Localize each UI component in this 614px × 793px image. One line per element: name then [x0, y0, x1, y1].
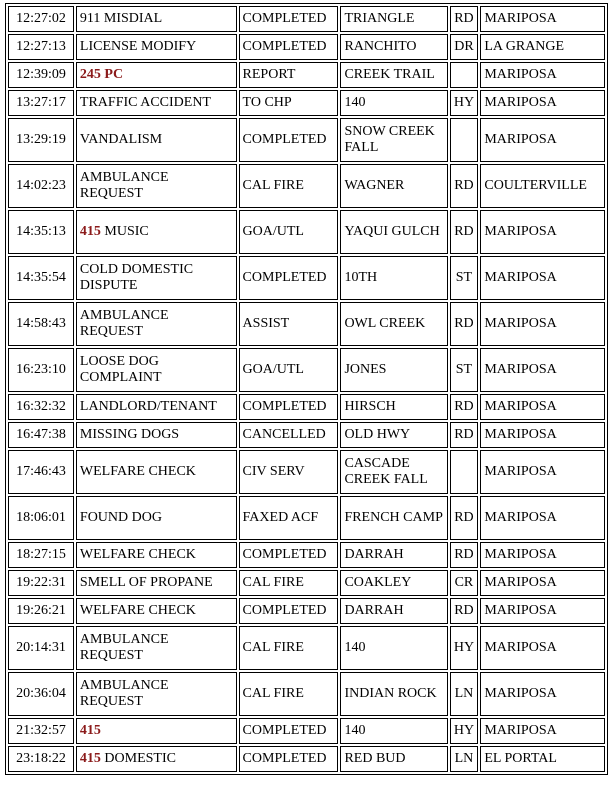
incident-cell	[76, 542, 237, 568]
table-row	[8, 626, 605, 670]
city-cell: MARIPOSA	[480, 422, 605, 448]
disposition-cell: REPORT	[239, 62, 339, 88]
street-suffix-cell	[450, 118, 479, 162]
city-cell: MARIPOSA	[480, 718, 605, 744]
incident-cell	[76, 672, 237, 716]
disposition-cell: CIV SERV	[239, 450, 339, 494]
table-row	[8, 672, 605, 716]
city-cell: MARIPOSA	[480, 118, 605, 162]
street-suffix-cell: DR	[450, 34, 479, 60]
time-cell: 14:35:54	[8, 256, 74, 300]
time-cell: 19:22:31	[8, 570, 74, 596]
incident-cell	[76, 302, 237, 346]
street-suffix-cell: LN	[450, 672, 479, 716]
table-row	[8, 62, 605, 88]
city-cell: MARIPOSA	[480, 570, 605, 596]
incident-cell	[76, 496, 237, 540]
incident-type: LOOSE DOG COMPLAINT	[79, 354, 162, 385]
city-cell: MARIPOSA	[480, 256, 605, 300]
table-row	[8, 718, 605, 744]
incident-type: COLD DOMESTIC DISPUTE	[79, 262, 194, 293]
street-cell: RED BUD	[340, 746, 447, 772]
table-row	[8, 256, 605, 300]
street-cell: DARRAH	[340, 598, 447, 624]
street-cell: FRENCH CAMP	[340, 496, 447, 540]
incident-code: 415	[79, 751, 101, 766]
time-cell: 16:23:10	[8, 348, 74, 392]
street-suffix-cell: HY	[450, 626, 479, 670]
disposition-cell: COMPLETED	[239, 394, 339, 420]
time-cell: 16:32:32	[8, 394, 74, 420]
street-cell: TRIANGLE	[340, 6, 447, 32]
incident-type: DOMESTIC	[104, 751, 176, 766]
disposition-cell: CANCELLED	[239, 422, 339, 448]
street-cell: COAKLEY	[340, 570, 447, 596]
city-cell: MARIPOSA	[480, 626, 605, 670]
table-row	[8, 90, 605, 116]
street-suffix-cell: RD	[450, 164, 479, 208]
street-suffix-cell: RD	[450, 542, 479, 568]
incident-type: LICENSE MODIFY	[79, 39, 197, 54]
street-suffix-cell: HY	[450, 90, 479, 116]
incident-type: MUSIC	[104, 224, 149, 239]
incident-cell	[76, 598, 237, 624]
time-cell: 18:06:01	[8, 496, 74, 540]
time-cell: 14:02:23	[8, 164, 74, 208]
disposition-cell: COMPLETED	[239, 542, 339, 568]
incident-code: 415	[79, 723, 101, 738]
city-cell: MARIPOSA	[480, 348, 605, 392]
table-row	[8, 34, 605, 60]
incident-log-body	[8, 6, 605, 772]
street-cell: WAGNER	[340, 164, 447, 208]
street-cell: OWL CREEK	[340, 302, 447, 346]
city-cell: MARIPOSA	[480, 542, 605, 568]
disposition-cell: COMPLETED	[239, 256, 339, 300]
incident-cell	[76, 90, 237, 116]
disposition-cell: CAL FIRE	[239, 672, 339, 716]
time-cell: 14:35:13	[8, 210, 74, 254]
street-cell: 140	[340, 90, 447, 116]
time-cell: 17:46:43	[8, 450, 74, 494]
city-cell: MARIPOSA	[480, 302, 605, 346]
incident-cell	[76, 164, 237, 208]
street-suffix-cell: RD	[450, 422, 479, 448]
time-cell: 12:39:09	[8, 62, 74, 88]
disposition-cell: CAL FIRE	[239, 164, 339, 208]
city-cell: LA GRANGE	[480, 34, 605, 60]
incident-cell	[76, 6, 237, 32]
street-suffix-cell: RD	[450, 302, 479, 346]
incident-cell	[76, 62, 237, 88]
disposition-cell: FAXED ACF	[239, 496, 339, 540]
disposition-cell: COMPLETED	[239, 34, 339, 60]
street-suffix-cell: HY	[450, 718, 479, 744]
incident-cell	[76, 210, 237, 254]
table-row	[8, 6, 605, 32]
incident-type: AMBULANCE REQUEST	[79, 632, 169, 663]
incident-cell	[76, 626, 237, 670]
incident-type: MISSING DOGS	[79, 427, 180, 442]
incident-cell	[76, 348, 237, 392]
incident-code: 245 PC	[79, 67, 124, 82]
incident-type: AMBULANCE REQUEST	[79, 170, 169, 201]
incident-type: WELFARE CHECK	[79, 547, 196, 562]
incident-type: AMBULANCE REQUEST	[79, 678, 169, 709]
incident-cell	[76, 394, 237, 420]
incident-type: LANDLORD/TENANT	[79, 399, 217, 414]
city-cell: EL PORTAL	[480, 746, 605, 772]
time-cell: 21:32:57	[8, 718, 74, 744]
disposition-cell: GOA/UTL	[239, 348, 339, 392]
street-suffix-cell	[450, 62, 479, 88]
street-cell: JONES	[340, 348, 447, 392]
street-suffix-cell: ST	[450, 256, 479, 300]
table-row	[8, 164, 605, 208]
table-row	[8, 394, 605, 420]
incident-type: AMBULANCE REQUEST	[79, 308, 169, 339]
street-cell: YAQUI GULCH	[340, 210, 447, 254]
incident-cell	[76, 34, 237, 60]
table-row	[8, 450, 605, 494]
city-cell: MARIPOSA	[480, 450, 605, 494]
street-cell: 140	[340, 718, 447, 744]
disposition-cell: CAL FIRE	[239, 570, 339, 596]
incident-cell	[76, 718, 237, 744]
city-cell: MARIPOSA	[480, 672, 605, 716]
incident-cell	[76, 450, 237, 494]
street-cell: INDIAN ROCK	[340, 672, 447, 716]
time-cell: 12:27:02	[8, 6, 74, 32]
time-cell: 20:14:31	[8, 626, 74, 670]
disposition-cell: ASSIST	[239, 302, 339, 346]
incident-cell	[76, 422, 237, 448]
incident-cell	[76, 570, 237, 596]
table-row	[8, 570, 605, 596]
disposition-cell: GOA/UTL	[239, 210, 339, 254]
disposition-cell: COMPLETED	[239, 746, 339, 772]
city-cell: COULTERVILLE	[480, 164, 605, 208]
time-cell: 13:27:17	[8, 90, 74, 116]
incident-cell	[76, 746, 237, 772]
time-cell: 16:47:38	[8, 422, 74, 448]
incident-type: VANDALISM	[79, 132, 163, 147]
street-suffix-cell	[450, 450, 479, 494]
time-cell: 14:58:43	[8, 302, 74, 346]
street-cell: 140	[340, 626, 447, 670]
street-cell: RANCHITO	[340, 34, 447, 60]
street-suffix-cell: ST	[450, 348, 479, 392]
street-suffix-cell: LN	[450, 746, 479, 772]
incident-type: SMELL OF PROPANE	[79, 575, 213, 590]
city-cell: MARIPOSA	[480, 496, 605, 540]
disposition-cell: CAL FIRE	[239, 626, 339, 670]
incident-code: 415	[79, 224, 101, 239]
table-row	[8, 746, 605, 772]
disposition-cell: COMPLETED	[239, 718, 339, 744]
incident-type: FOUND DOG	[79, 510, 162, 525]
street-suffix-cell: RD	[450, 394, 479, 420]
street-cell: DARRAH	[340, 542, 447, 568]
street-cell: OLD HWY	[340, 422, 447, 448]
table-row	[8, 542, 605, 568]
street-cell: SNOW CREEK FALL	[340, 118, 447, 162]
incident-cell	[76, 256, 237, 300]
disposition-cell: COMPLETED	[239, 6, 339, 32]
street-suffix-cell: RD	[450, 210, 479, 254]
time-cell: 23:18:22	[8, 746, 74, 772]
time-cell: 18:27:15	[8, 542, 74, 568]
city-cell: MARIPOSA	[480, 90, 605, 116]
time-cell: 13:29:19	[8, 118, 74, 162]
table-row	[8, 598, 605, 624]
street-cell: 10TH	[340, 256, 447, 300]
table-row	[8, 422, 605, 448]
city-cell: MARIPOSA	[480, 394, 605, 420]
city-cell: MARIPOSA	[480, 598, 605, 624]
table-row	[8, 302, 605, 346]
table-row	[8, 496, 605, 540]
street-suffix-cell: CR	[450, 570, 479, 596]
time-cell: 20:36:04	[8, 672, 74, 716]
street-cell: HIRSCH	[340, 394, 447, 420]
incident-type: WELFARE CHECK	[79, 464, 196, 479]
disposition-cell: COMPLETED	[239, 118, 339, 162]
incident-type: TRAFFIC ACCIDENT	[79, 95, 211, 110]
table-row	[8, 348, 605, 392]
city-cell: MARIPOSA	[480, 62, 605, 88]
city-cell: MARIPOSA	[480, 210, 605, 254]
disposition-cell: TO CHP	[239, 90, 339, 116]
table-row	[8, 210, 605, 254]
disposition-cell: COMPLETED	[239, 598, 339, 624]
incident-type: 911 MISDIAL	[79, 11, 163, 26]
street-suffix-cell: RD	[450, 496, 479, 540]
city-cell: MARIPOSA	[480, 6, 605, 32]
street-cell: CREEK TRAIL	[340, 62, 447, 88]
street-suffix-cell: RD	[450, 6, 479, 32]
street-cell: CASCADE CREEK FALL	[340, 450, 447, 494]
incident-log-table	[5, 3, 608, 775]
incident-cell	[76, 118, 237, 162]
table-row	[8, 118, 605, 162]
time-cell: 19:26:21	[8, 598, 74, 624]
street-suffix-cell: RD	[450, 598, 479, 624]
time-cell: 12:27:13	[8, 34, 74, 60]
incident-type: WELFARE CHECK	[79, 603, 196, 618]
